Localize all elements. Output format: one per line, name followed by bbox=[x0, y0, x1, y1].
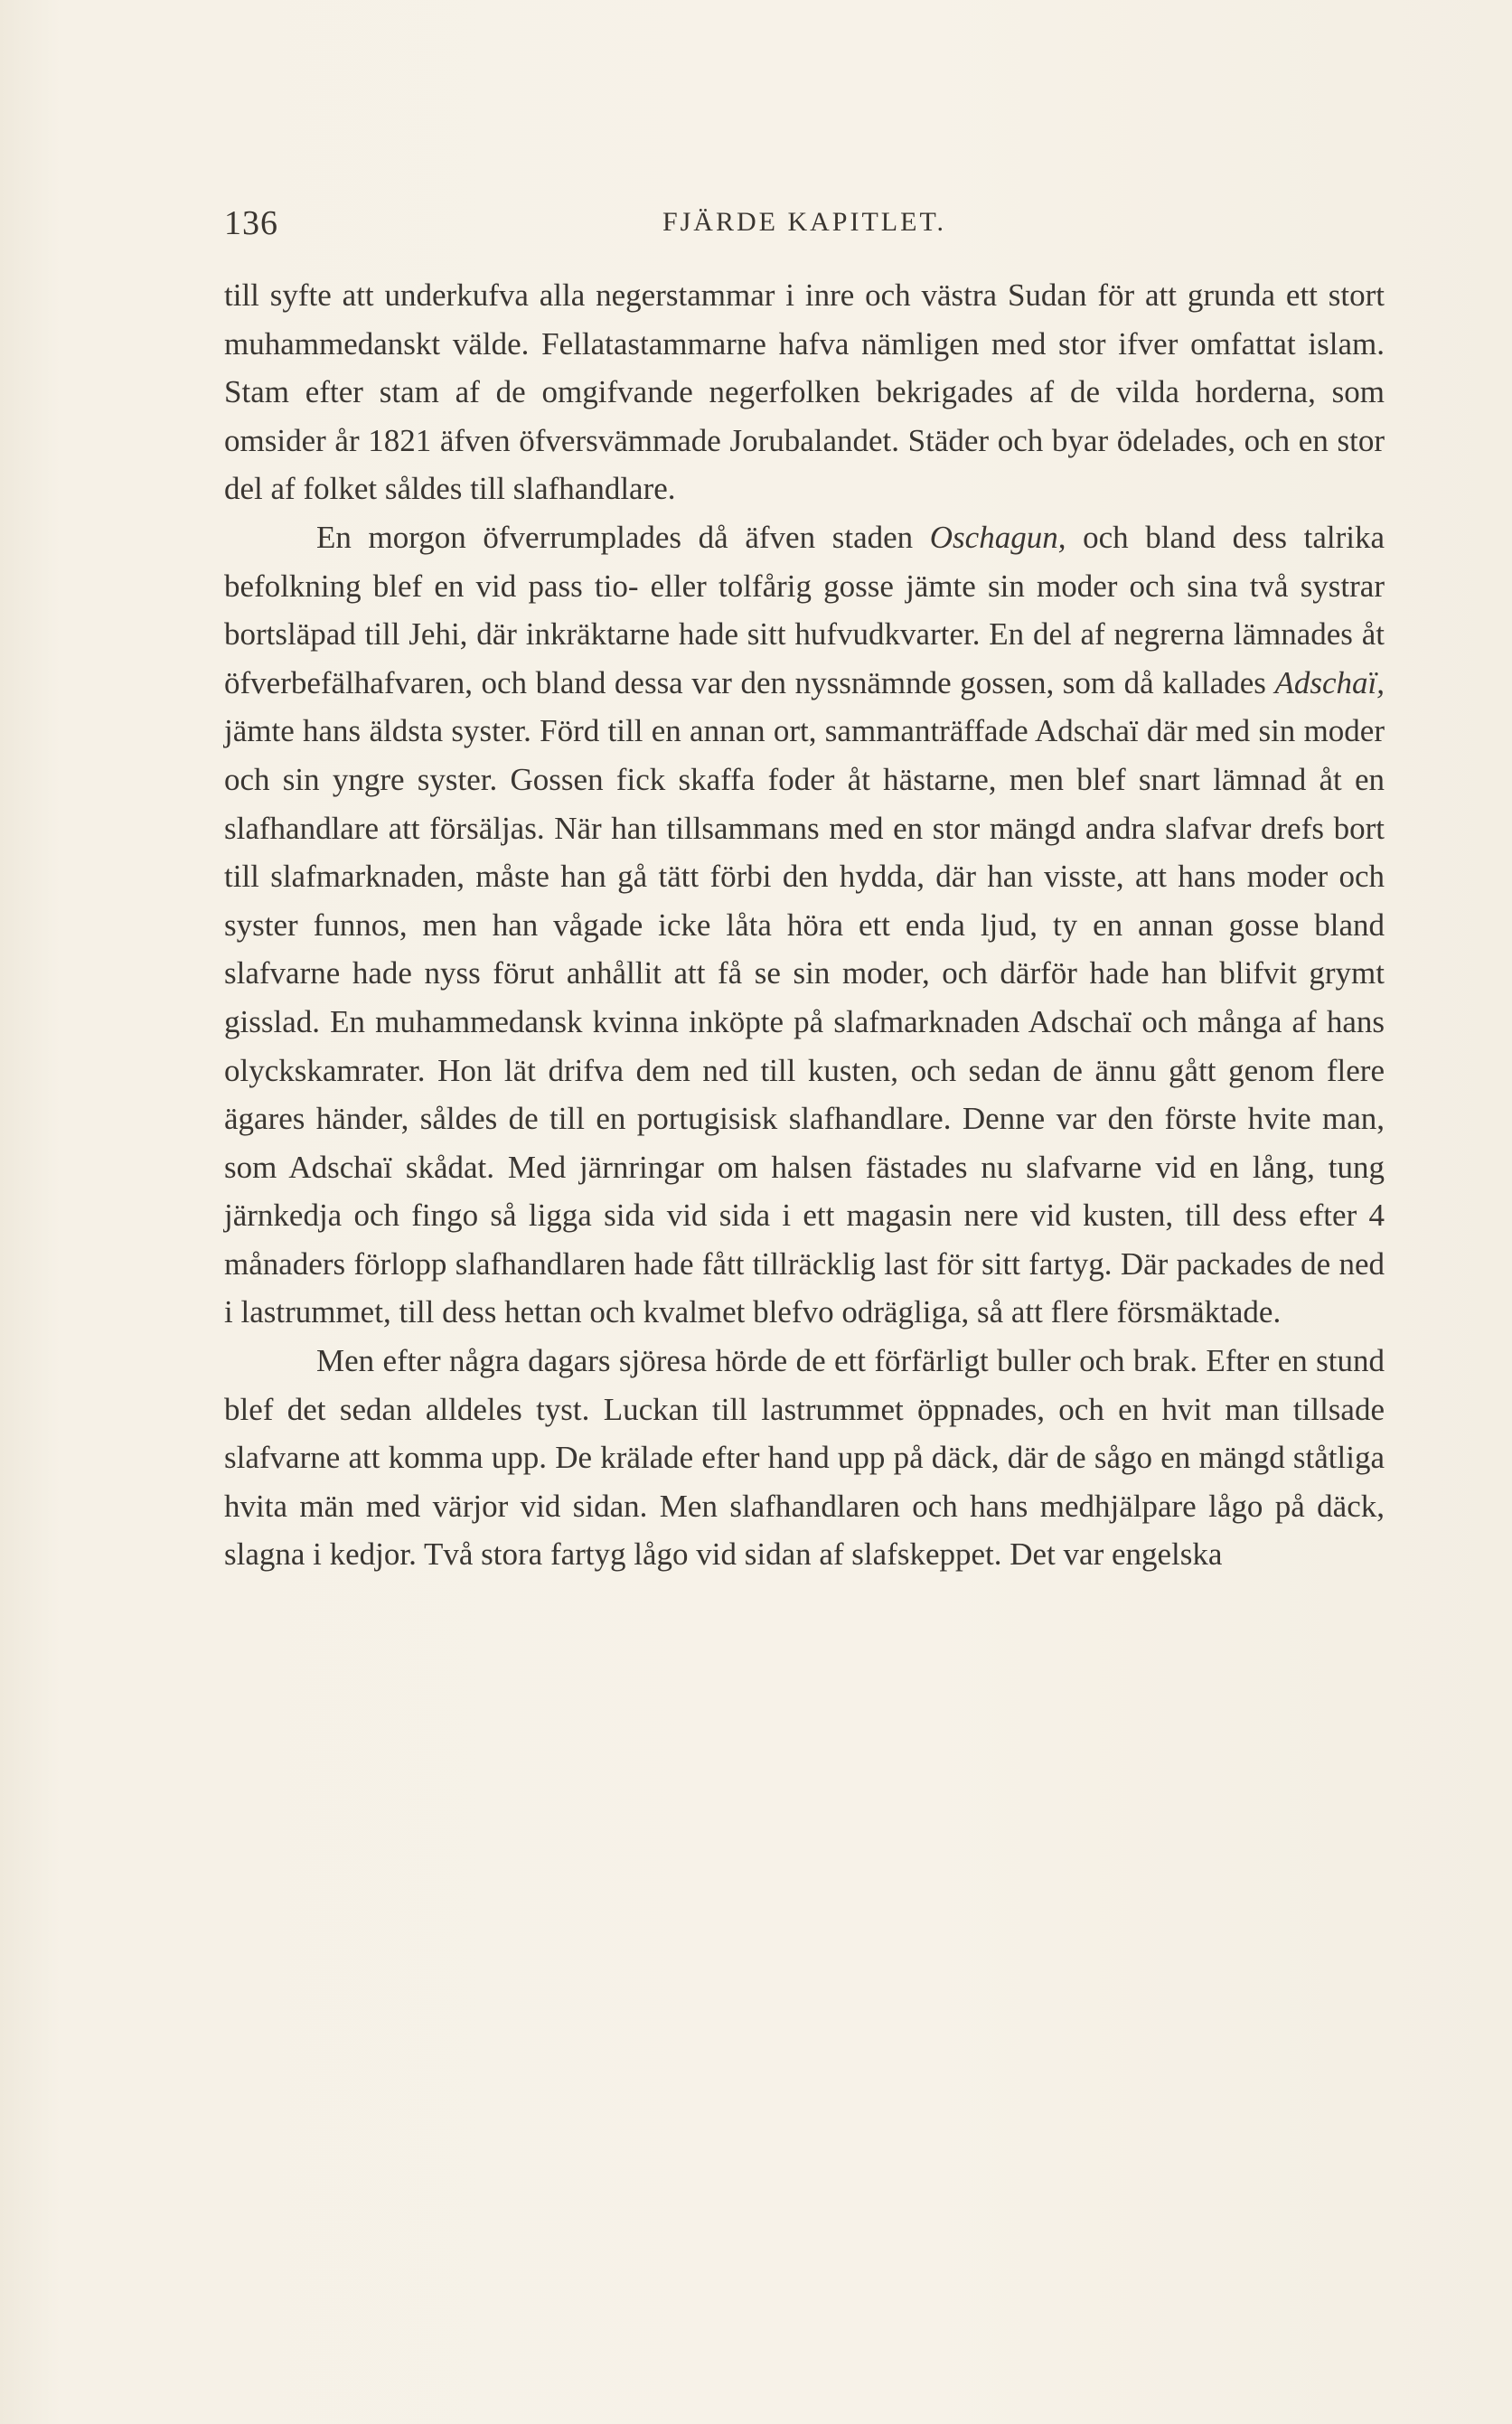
paragraph-2 bbox=[224, 513, 1385, 1337]
page-header bbox=[224, 203, 1385, 258]
paragraph-1: till syfte att underkufva alla negerstammar i inre och västra Sudan för att grunda ett stort muhammedanskt välde. Fellatastammarne hafva nämligen med stor ifver omfattat islam. Stam efter stam af de omgifvande negerfolken bekrigades af de vilda horderna, som omsider år 1821 äfven öfversvämmade Jorubalandet. Städer och byar ödelades, och en stor del af folket såldes till slafhandlare. bbox=[224, 277, 1385, 507]
place-name-oschagun: Oschagun, bbox=[929, 519, 1066, 555]
paragraph-2-text: En morgon öfverrumplades då äfven staden bbox=[316, 519, 930, 555]
paragraph-2-text: och bland dess talrika befolkning blef en vid pass tio- eller tolfårig gosse jämte sin moder och sina två systrar bortsläpad till Jehi, där inkräktarne hade sitt hufvudkvarter. En del af negrerna lämnades åt öfverbefälhafvaren, och bland dessa var den nyssnämnde gossen, som då kallades bbox=[224, 519, 1385, 700]
page-number: 136 bbox=[224, 204, 278, 242]
paragraph-3: Men efter några dagars sjöresa hörde de ett förfärligt buller och brak. Efter en stund blef det sedan alldeles tyst. Luckan till lastrummet öppnades, och en hvit man tillsade slafvarne att komma upp. De krälade efter hand upp på däck, där de sågo en mängd ståtliga hvita män med värjor vid sidan. Men slafhandlaren och hans medhjälpare lågo på däck, slagna i kedjor. Två stora fartyg lågo vid sidan af slafskeppet. Det var engelska bbox=[224, 1343, 1385, 1573]
body-text bbox=[224, 271, 1385, 1579]
paragraph-2-text: jämte hans äldsta syster. Förd till en annan ort, sammanträffade Adschaï där med sin moder och sin yngre syster. Gossen fick skaffa foder åt hästarne, men blef snart lämnad åt en slafhandlare att försäljas. När han tillsammans med en stor mängd andra slafvar drefs bort till slafmarknaden, måste han gå tätt förbi den hydda, där han visste, att hans moder och syster funnos, men han vågade icke låta höra ett enda ljud, ty en annan gosse bland slafvarne hade nyss förut anhållit att få se sin moder, och därför hade han blifvit grymt gisslad. En muhammedansk kvinna inköpte på slafmarknaden Adschaï och många af hans olyckskamrater. Hon lät drifva dem ned till kusten, och sedan de ännu gått genom flere ägares händer, såldes de till en portugisisk slafhandlare. Denne var den förste hvite man, som Adschaï skådat. Med järnringar om halsen fästades nu slafvarne vid en lång, tung järnkedja och fingo så ligga sida vid sida i ett magasin nere vid kusten, till dess efter 4 månaders förlopp slafhandlaren hade fått tillräcklig last för sitt fartyg. Där packades de ned i lastrummet, till dess hettan och kvalmet blefvo odrägliga, så att flere försmäktade. bbox=[224, 713, 1385, 1330]
person-name-adschai: Adschaï, bbox=[1274, 664, 1385, 700]
running-head: FJÄRDE KAPITLET. bbox=[662, 207, 947, 237]
